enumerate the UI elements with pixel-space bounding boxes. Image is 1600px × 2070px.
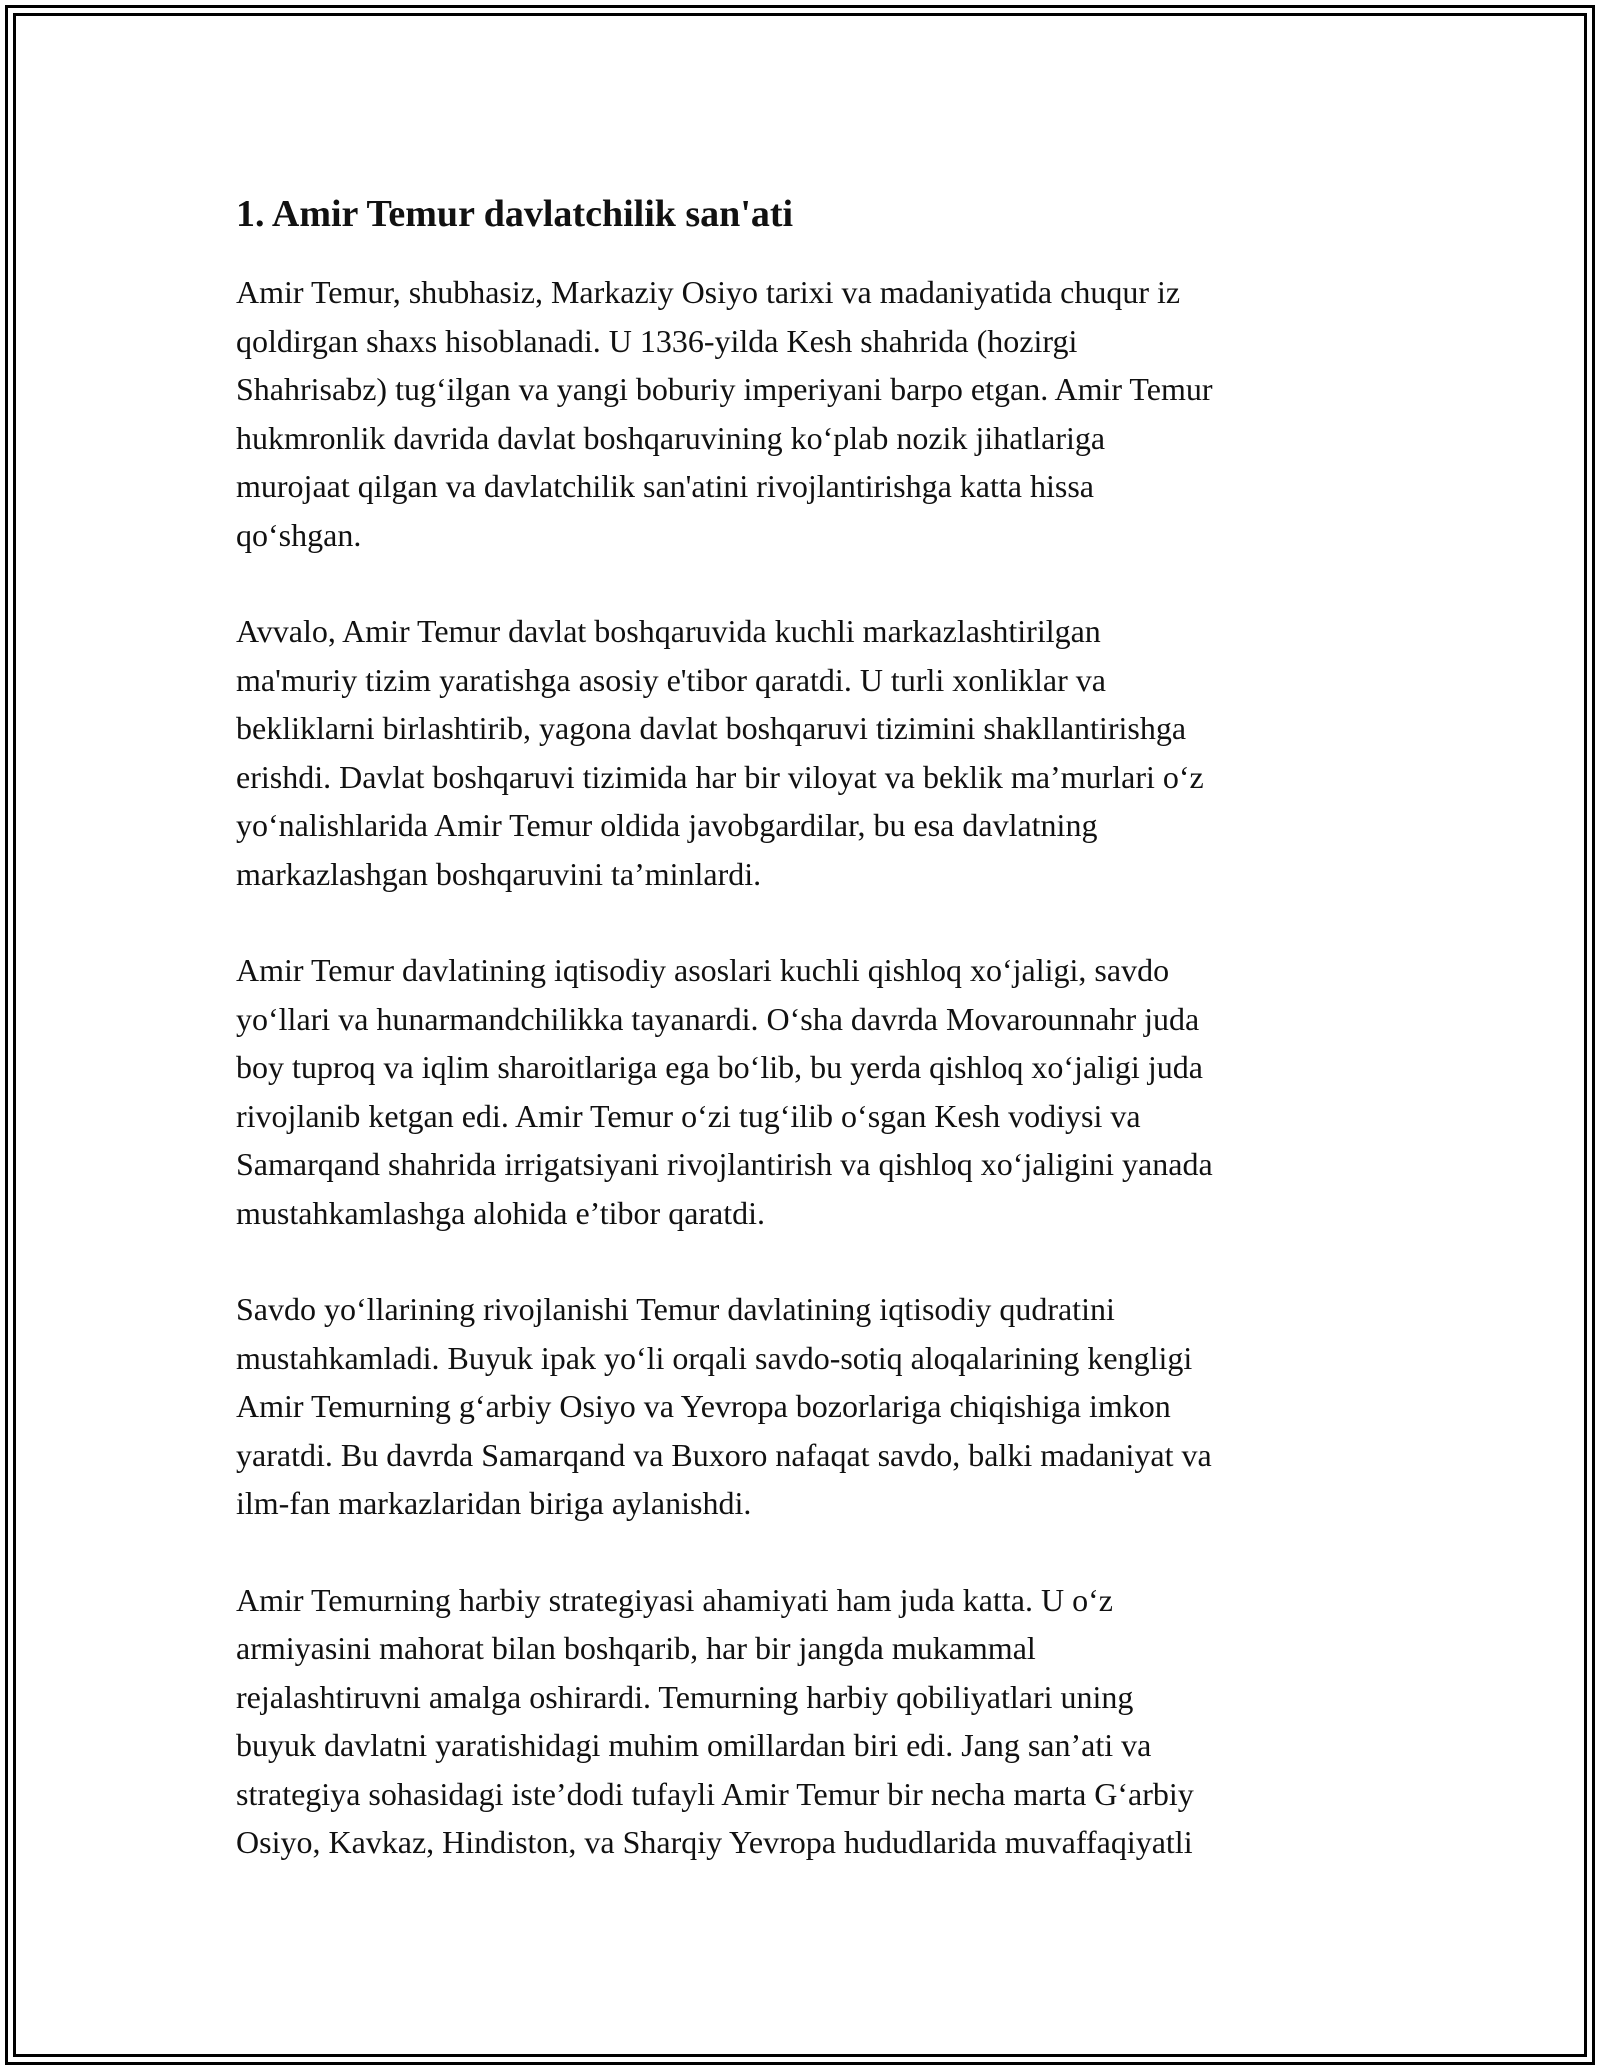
paragraph-line: Shahrisabz) tug‘ilgan va yangi boburiy imperiyani barpo etgan. Amir Temur	[236, 371, 1213, 407]
paragraph-line: Amir Temurning harbiy strategiyasi ahamiyati ham juda katta. U o‘z	[236, 1581, 1113, 1618]
paragraph-line: qo‘shgan.	[236, 516, 362, 553]
paragraph-line: ma'muriy tizim yaratishga asosiy e'tibor qaratdi. U turli xonliklar va	[236, 661, 1106, 698]
document-body	[236, 188, 1366, 1915]
paragraph-line: hukmronlik davrida davlat boshqaruvining ko‘plab nozik jihatlariga	[236, 419, 1106, 456]
paragraph-1	[236, 268, 1366, 559]
section-heading: 1. Amir Temur davlatchilik san'ati	[236, 193, 794, 235]
paragraph-line: Avvalo, Amir Temur davlat boshqaruvida kuchli markazlashtirilgan	[236, 613, 1101, 649]
paragraph-line: Osiyo, Kavkaz, Hindiston, va Sharqiy Yevropa hududlarida muvaffaqiyatli	[236, 1824, 1193, 1860]
paragraph-line: armiyasini mahorat bilan boshqarib, har bir jangda mukammal	[236, 1630, 1036, 1666]
paragraph-line: rivojlanib ketgan edi. Amir Temur o‘zi tug‘ilib o‘sgan Kesh vodiysi va	[236, 1097, 1141, 1134]
paragraph-line: rejalashtiruvni amalga oshirardi. Temurning harbiy qobiliyatlari uning	[236, 1678, 1134, 1715]
paragraph-line: ilm-fan markazlaridan biriga aylanishdi.	[236, 1485, 752, 1521]
paragraph-line: yo‘nalishlarida Amir Temur oldida javobgardilar, bu esa davlatning	[236, 807, 1098, 843]
paragraph-line: markazlashgan boshqaruvini ta’minlardi.	[236, 855, 762, 892]
paragraph-line: buyuk davlatni yaratishidagi muhim omillardan biri edi. Jang san’ati va	[236, 1727, 1152, 1763]
paragraph-line: strategiya sohasidagi iste’dodi tufayli Amir Temur bir necha marta G‘arbiy	[236, 1775, 1194, 1812]
paragraph-line: boy tuproq va iqlim sharoitlariga ega bo‘lib, bu yerda qishloq xo‘jaligi juda	[236, 1049, 1203, 1085]
paragraph-3	[236, 946, 1366, 1237]
paragraph-line: mustahkamlashga alohida e’tibor qaratdi.	[236, 1194, 766, 1231]
paragraph-line: Savdo yo‘llarining rivojlanishi Temur davlatining iqtisodiy qudratini	[236, 1291, 1115, 1327]
paragraph-line: qoldirgan shaxs hisoblanadi. U 1336-yilda Kesh shahrida (hozirgi	[236, 322, 1078, 359]
paragraph-line: mustahkamladi. Buyuk ipak yo‘li orqali savdo-sotiq aloqalarining kengligi	[236, 1339, 1193, 1376]
paragraph-5	[236, 1576, 1366, 1867]
paragraph-line: Samarqand shahrida irrigatsiyani rivojlantirish va qishloq xo‘jaligini yanada	[236, 1146, 1213, 1182]
paragraph-line: bekliklarni birlashtirib, yagona davlat boshqaruvi tizimini shakllantirishga	[236, 710, 1187, 746]
paragraph-line: murojaat qilgan va davlatchilik san'atini rivojlantirishga katta hissa	[236, 468, 1094, 504]
paragraph-line: Amir Temurning g‘arbiy Osiyo va Yevropa bozorlariga chiqishiga imkon	[236, 1388, 1171, 1424]
paragraph-4	[236, 1285, 1366, 1528]
paragraph-line: Amir Temur davlatining iqtisodiy asoslari kuchli qishloq xo‘jaligi, savdo	[236, 952, 1170, 988]
paragraph-line: Amir Temur, shubhasiz, Markaziy Osiyo tarixi va madaniyatida chuqur iz	[236, 274, 1181, 310]
paragraph-line: yaratdi. Bu davrda Samarqand va Buxoro nafaqat savdo, balki madaniyat va	[236, 1436, 1212, 1473]
paragraph-2	[236, 607, 1366, 898]
paragraph-line: erishdi. Davlat boshqaruvi tizimida har bir viloyat va beklik ma’murlari o‘z	[236, 758, 1204, 795]
paragraph-line: yo‘llari va hunarmandchilikka tayanardi. O‘sha davrda Movarounnahr juda	[236, 1000, 1200, 1037]
